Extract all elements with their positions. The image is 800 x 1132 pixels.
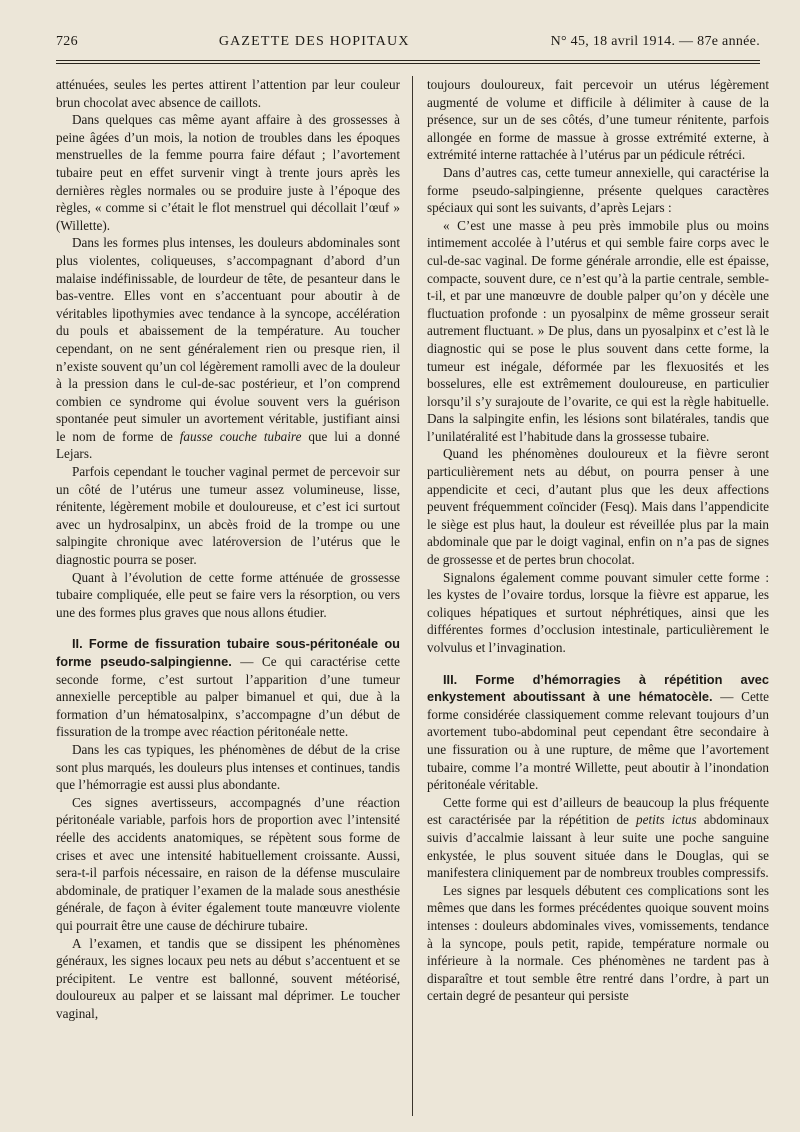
- paragraph: « C’est une masse à peu près immobile plus ou moins intimement accolée à l’utérus et qui semble faire corps avec le cul-de-sac vaginal. De forme générale arrondie, elle est épaisse, compacte, souvent dure, ce n’est qu’à la partie centrale, semble-t-il, et par une manœuvre de double palper qu’on y décèle une fluctuation profonde : un pyosalpinx de même grosseur serait autrement fluctuant. » De plus, dans un pyosalpinx et c’est là le diagnostic qui se pose le plus souvent dans cette forme, la tumeur est inégale, déformée par les flexuosités et les bosselures, elle est extrêmement douloureuse, en particulier lorsqu’il s’y surajoute de l’ovarite, ce qui est la règle habituelle. Dans la salpingite enfin, les lésions sont bilatérales, tandis que l’unilatéralité est l’habitude dans la grossesse tubaire.: [427, 217, 769, 444]
- paragraph: Dans les formes plus intenses, les douleurs abdominales sont plus violentes, coliqueuses, s’accompagnant d’abord d’un malaise indéfinissable, de lourdeur de tête, de pesanteur dans le bas-ventre. Elles vont en s’accentuant pour aboutir à de véritables lipothymies avec tendance à la syncope, accélération du pouls et abaissement de la température. Au toucher cependant, on ne sent généralement rien ou presque rien, il n’existe souvent qu’un col légèrement ramolli avec de la douleur à la pression dans le cul-de-sac postérieur, et l’on comprend combien ce syndrome qui évolue souvent vers la guérison spontanée peut simuler un avortement véritable, justifiant ainsi le nom de forme de fausse couche tubaire que lui a donné Lejars.: [56, 235, 400, 462]
- page-header: [56, 34, 760, 58]
- emphasis-text: fausse couche tubaire: [179, 428, 302, 444]
- paragraph: toujours douloureux, fait percevoir un utérus légèrement augmenté de volume et difficile à délimiter à cause de la présence, sur un de ses côtés, d’une tumeur rénitente, parfois allongée en forme de massue à grosse extrémité externe, à extrémité interne rattachée à l’utérus par un pédicule rétréci.: [427, 77, 769, 163]
- paragraph: Parfois cependant le toucher vaginal permet de percevoir sur un côté de l’utérus une tumeur assez volumineuse, lisse, rénitente, légèrement mobile et douloureuse, et c’est ici surtout avec un hydrosalpinx, un abcès froid de la trompe ou une salpingite chronique avec latéroversion de l’utérus que le diagnostic pourra se poser.: [56, 464, 400, 568]
- column-divider: [412, 76, 413, 1116]
- journal-title: GAZETTE DES HOPITAUX: [218, 34, 410, 49]
- issue-info: N° 45, 18 avril 1914. — 87e année.: [550, 34, 760, 49]
- emphasis-text: petits ictus: [636, 812, 697, 828]
- paragraph: atténuées, seules les pertes attirent l’attention par leur couleur brun chocolat avec absence de caillots.: [56, 77, 400, 110]
- paragraph: Signalons également comme pouvant simuler cette forme : les kystes de l’ovaire tordus, lorsque la fièvre est apparue, les coliques hépatiques et surtout néphrétiques, ainsi que les différentes formes d’occlusion intestinale, particulièrement le volvulus et l’invagination.: [427, 569, 769, 655]
- paragraph: A l’examen, et tandis que se dissipent les phénomènes généraux, les signes locaux peu nets au début s’accentuent et se précipitent. Le ventre est ballonné, souvent météorisé, douloureux au palper et se laissant mal déprimer. Le toucher vaginal,: [56, 935, 400, 1021]
- section-ii: II. Forme de fissuration tubaire sous-péritonéale ou forme pseudo-salpingienne. — Ce qui caractérise cette seconde forme, c’est surtout l’apparition d’une tumeur annexielle perceptible au palper bimanuel et qui, due à la formation d’un hématosalpinx, s’accompagne d’un début de fissuration de la trompe avec réaction péritonéale nette.: [56, 636, 400, 740]
- right-column: [417, 76, 769, 1116]
- paragraph: Cette forme qui est d’ailleurs de beaucoup la plus fréquente est caractérisée par la répétition de petits ictus abdominaux suivis d’accalmie laissant à leur suite une poche sanguine enkystée, le plus souvent située dans le Douglas, qui se manifestera cliniquement par de nombreux troubles compressifs.: [427, 794, 770, 881]
- article-columns: [56, 76, 770, 1116]
- paragraph: Les signes par lesquels débutent ces complications sont les mêmes que dans les formes précédentes quoique souvent moins intenses : douleurs abdominales vives, vomissements, tendance à la syncope, pouls petit, rapide, température normale ou inférieure à la normale. Ces phénomènes ne tardent pas à disparaître et tout semble être rentré dans l’ordre, à part un certain degré de pesanteur qui persiste: [427, 882, 769, 1004]
- section-iii: III. Forme d’hémorragies à répétition avec enkystement aboutissant à une hématocèle. — Cette forme considérée classiquement comme relevant toujours d’un avortement tubo-abdominal peut cependant être secondaire à une fissuration ou à une rupture, de même que l’avortement tubaire, comme l’a montré Willette, peut aboutir à l’inondation péritonéale véritable.: [427, 671, 769, 793]
- paragraph: Dans quelques cas même ayant affaire à des grossesses à peine âgées d’un mois, la notion de troubles dans les époques menstruelles de la femme pourra faire défaut ; l’avortement tubaire peut en effet survenir vingt à trente jours après les dernières règles normales ou se produire juste à l’époque des règles, « comme si c’était le flot menstruel qui décollait l’œuf » (Willette).: [56, 112, 400, 233]
- section-heading: III. Forme d’hémorragies à répétition avec enkystement aboutissant à une hématocèle.: [427, 671, 769, 705]
- header-rule: [56, 60, 760, 64]
- paragraph: Dans d’autres cas, cette tumeur annexielle, qui caractérise la forme pseudo-salpingienne, présente quelques caractères spéciaux qui sont les suivants, d’après Lejars :: [427, 164, 769, 216]
- paragraph: Quant à l’évolution de cette forme atténuée de grossesse tubaire compliquée, elle peut se faire vers la résorption, ou vers une des formes plus graves que nous allons étudier.: [56, 569, 400, 620]
- paragraph: Quand les phénomènes douloureux et la fièvre seront particulièrement nets au début, on pourra penser à une appendicite et ceci, d’autant plus que les deux affections peuvent fréquemment coïncider (Fesq). Mais dans l’appendicite le siège est plus haut, la douleur est réveillée plus par la main abdominale que par le doigt vaginal, enfin on n’a pas de signes de grossesse et de pertes brun chocolat.: [427, 446, 769, 568]
- paragraph: Ces signes avertisseurs, accompagnés d’une réaction péritonéale variable, parfois hors de proportion avec l’intensité réelle des accidents anatomiques, se répètent sous forme de crises et avec une intensité habituellement croissante. Aussi, sera-t-il parfois nécessaire, en raison de la défense musculaire abdominale, de pratiquer l’examen de la malade sous anesthésie générale, de façon à éviter également toute manœuvre violente qui pourrait être une cause de déchirure tubaire.: [56, 794, 400, 933]
- section-heading: II. Forme de fissuration tubaire sous-péritonéale ou forme pseudo-salpingienne.: [56, 636, 400, 669]
- page-number: 726: [56, 34, 78, 49]
- paragraph: Dans les cas typiques, les phénomènes de début de la crise sont plus marqués, les douleurs plus intenses et continues, tandis que l’hémorragie est aussi plus abondante.: [56, 741, 400, 793]
- left-column: [56, 76, 408, 1116]
